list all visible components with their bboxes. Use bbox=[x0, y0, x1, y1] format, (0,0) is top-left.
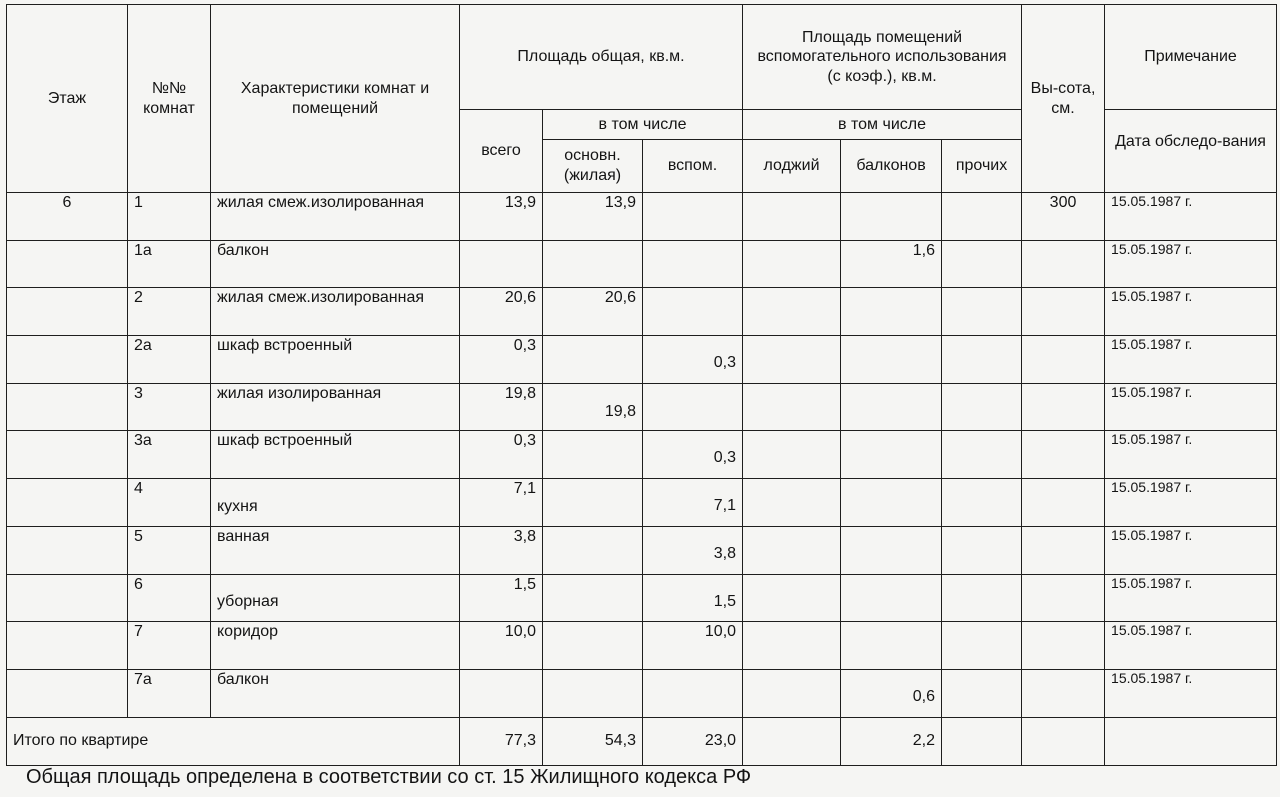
cell-total: 7,1 bbox=[460, 479, 543, 527]
cell-desc: балкон bbox=[211, 240, 460, 288]
cell-aux bbox=[643, 383, 743, 431]
cell-desc: коридор bbox=[211, 622, 460, 670]
header-including-1: в том числе bbox=[543, 110, 743, 140]
cell-total: 20,6 bbox=[460, 288, 543, 336]
table-row bbox=[7, 336, 1277, 384]
header-including-2: в том числе bbox=[743, 110, 1022, 140]
cell-aux bbox=[643, 288, 743, 336]
totals-balcony: 2,2 bbox=[841, 717, 942, 765]
cell-room: 2 bbox=[128, 288, 211, 336]
footnote-text: Общая площадь определена в соответствии со ст. 15 Жилищного кодекса РФ bbox=[26, 766, 752, 788]
table-row bbox=[7, 288, 1277, 336]
cell-aux: 0,3 bbox=[643, 336, 743, 384]
cell-height bbox=[1022, 669, 1105, 717]
cell-loggia bbox=[743, 288, 841, 336]
cell-floor bbox=[7, 574, 128, 622]
cell-loggia bbox=[743, 431, 841, 479]
cell-balcony bbox=[841, 193, 942, 241]
cell-loggia bbox=[743, 574, 841, 622]
cell-aux: 0,3 bbox=[643, 431, 743, 479]
cell-date: 15.05.1987 г. bbox=[1105, 431, 1277, 479]
cell-loggia bbox=[743, 383, 841, 431]
cell-balcony: 0,6 bbox=[841, 669, 942, 717]
cell-other bbox=[942, 431, 1022, 479]
cell-total: 19,8 bbox=[460, 383, 543, 431]
header-other: прочих bbox=[942, 140, 1022, 193]
table-row bbox=[7, 240, 1277, 288]
cell-balcony bbox=[841, 526, 942, 574]
cell-main bbox=[543, 622, 643, 670]
cell-desc: кухня bbox=[211, 479, 460, 527]
cell-other bbox=[942, 336, 1022, 384]
cell-aux: 10,0 bbox=[643, 622, 743, 670]
cell-aux bbox=[643, 240, 743, 288]
cell-date: 15.05.1987 г. bbox=[1105, 526, 1277, 574]
cell-main bbox=[543, 431, 643, 479]
cell-date: 15.05.1987 г. bbox=[1105, 383, 1277, 431]
cell-floor bbox=[7, 526, 128, 574]
cell-main bbox=[543, 336, 643, 384]
cell-total bbox=[460, 240, 543, 288]
cell-date: 15.05.1987 г. bbox=[1105, 669, 1277, 717]
cell-desc: ванная bbox=[211, 526, 460, 574]
header-room-no: №№ комнат bbox=[128, 5, 211, 193]
cell-room: 5 bbox=[128, 526, 211, 574]
cell-desc: уборная bbox=[211, 574, 460, 622]
cell-room: 1а bbox=[128, 240, 211, 288]
cell-desc: жилая смеж.изолированная bbox=[211, 288, 460, 336]
cell-desc: шкаф встроенный bbox=[211, 336, 460, 384]
cell-other bbox=[942, 479, 1022, 527]
header-loggia: лоджий bbox=[743, 140, 841, 193]
cell-room: 3а bbox=[128, 431, 211, 479]
cell-desc: жилая изолированная bbox=[211, 383, 460, 431]
totals-loggia bbox=[743, 717, 841, 765]
table-row bbox=[7, 479, 1277, 527]
cell-height bbox=[1022, 479, 1105, 527]
totals-label: Итого по квартире bbox=[7, 717, 460, 765]
cell-room: 3 bbox=[128, 383, 211, 431]
cell-total: 10,0 bbox=[460, 622, 543, 670]
header-aux: вспом. bbox=[643, 140, 743, 193]
header-floor: Этаж bbox=[7, 5, 128, 193]
cell-loggia bbox=[743, 240, 841, 288]
cell-loggia bbox=[743, 622, 841, 670]
table-row bbox=[7, 622, 1277, 670]
cell-balcony: 1,6 bbox=[841, 240, 942, 288]
cell-main: 20,6 bbox=[543, 288, 643, 336]
cell-floor bbox=[7, 622, 128, 670]
table-row bbox=[7, 383, 1277, 431]
header-main-area: основн. (жилая) bbox=[543, 140, 643, 193]
cell-room: 7 bbox=[128, 622, 211, 670]
cell-balcony bbox=[841, 288, 942, 336]
header-characteristics: Характеристики комнат и помещений bbox=[211, 5, 460, 193]
header-total-area: Площадь общая, кв.м. bbox=[460, 5, 743, 110]
cell-main bbox=[543, 240, 643, 288]
cell-date: 15.05.1987 г. bbox=[1105, 479, 1277, 527]
cell-main: 13,9 bbox=[543, 193, 643, 241]
cell-height bbox=[1022, 288, 1105, 336]
totals-note bbox=[1105, 717, 1277, 765]
cell-other bbox=[942, 193, 1022, 241]
cell-height bbox=[1022, 574, 1105, 622]
cell-room: 6 bbox=[128, 574, 211, 622]
cell-floor: 6 bbox=[7, 193, 128, 241]
cell-floor bbox=[7, 479, 128, 527]
cell-other bbox=[942, 240, 1022, 288]
header-survey-date: Дата обследо-вания bbox=[1105, 110, 1277, 193]
totals-other bbox=[942, 717, 1022, 765]
cell-other bbox=[942, 526, 1022, 574]
cell-balcony bbox=[841, 383, 942, 431]
cell-floor bbox=[7, 431, 128, 479]
cell-other bbox=[942, 669, 1022, 717]
cell-balcony bbox=[841, 622, 942, 670]
cell-room: 2а bbox=[128, 336, 211, 384]
cell-floor bbox=[7, 240, 128, 288]
table-row bbox=[7, 193, 1277, 241]
cell-main bbox=[543, 669, 643, 717]
table-row bbox=[7, 574, 1277, 622]
room-explication-table bbox=[6, 4, 1277, 766]
cell-height: 300 bbox=[1022, 193, 1105, 241]
cell-main: 19,8 bbox=[543, 383, 643, 431]
cell-other bbox=[942, 574, 1022, 622]
cell-loggia bbox=[743, 193, 841, 241]
totals-height bbox=[1022, 717, 1105, 765]
cell-floor bbox=[7, 669, 128, 717]
cell-room: 7а bbox=[128, 669, 211, 717]
cell-aux bbox=[643, 193, 743, 241]
cell-balcony bbox=[841, 431, 942, 479]
cell-aux: 3,8 bbox=[643, 526, 743, 574]
cell-other bbox=[942, 288, 1022, 336]
cell-floor bbox=[7, 383, 128, 431]
cell-aux: 7,1 bbox=[643, 479, 743, 527]
cell-desc: шкаф встроенный bbox=[211, 431, 460, 479]
table-row bbox=[7, 431, 1277, 479]
totals-row bbox=[7, 717, 1277, 765]
cell-height bbox=[1022, 526, 1105, 574]
header-aux-area: Площадь помещений вспомогательного использования (с коэф.), кв.м. bbox=[743, 5, 1022, 110]
cell-desc: балкон bbox=[211, 669, 460, 717]
cell-height bbox=[1022, 622, 1105, 670]
cell-date: 15.05.1987 г. bbox=[1105, 574, 1277, 622]
cell-height bbox=[1022, 431, 1105, 479]
cell-date: 15.05.1987 г. bbox=[1105, 288, 1277, 336]
cell-total bbox=[460, 669, 543, 717]
table-row bbox=[7, 669, 1277, 717]
cell-height bbox=[1022, 240, 1105, 288]
cell-date: 15.05.1987 г. bbox=[1105, 336, 1277, 384]
header-total-all: всего bbox=[460, 110, 543, 193]
cell-other bbox=[942, 622, 1022, 670]
header-height: Вы-сота, см. bbox=[1022, 5, 1105, 193]
cell-main bbox=[543, 479, 643, 527]
cell-loggia bbox=[743, 669, 841, 717]
cell-aux: 1,5 bbox=[643, 574, 743, 622]
cell-total: 3,8 bbox=[460, 526, 543, 574]
cell-desc: жилая смеж.изолированная bbox=[211, 193, 460, 241]
totals-total: 77,3 bbox=[460, 717, 543, 765]
cell-balcony bbox=[841, 574, 942, 622]
cell-loggia bbox=[743, 526, 841, 574]
cell-date: 15.05.1987 г. bbox=[1105, 622, 1277, 670]
cell-total: 0,3 bbox=[460, 431, 543, 479]
totals-main: 54,3 bbox=[543, 717, 643, 765]
cell-floor bbox=[7, 336, 128, 384]
cell-loggia bbox=[743, 479, 841, 527]
cell-height bbox=[1022, 336, 1105, 384]
cell-main bbox=[543, 574, 643, 622]
cell-room: 4 bbox=[128, 479, 211, 527]
cell-aux bbox=[643, 669, 743, 717]
cell-main bbox=[543, 526, 643, 574]
cell-floor bbox=[7, 288, 128, 336]
cell-balcony bbox=[841, 336, 942, 384]
cell-other bbox=[942, 383, 1022, 431]
cell-height bbox=[1022, 383, 1105, 431]
cell-date: 15.05.1987 г. bbox=[1105, 193, 1277, 241]
header-note: Примечание bbox=[1105, 5, 1277, 110]
cell-loggia bbox=[743, 336, 841, 384]
table-row bbox=[7, 526, 1277, 574]
cell-total: 1,5 bbox=[460, 574, 543, 622]
cell-room: 1 bbox=[128, 193, 211, 241]
cell-balcony bbox=[841, 479, 942, 527]
cell-total: 13,9 bbox=[460, 193, 543, 241]
totals-aux: 23,0 bbox=[643, 717, 743, 765]
cell-date: 15.05.1987 г. bbox=[1105, 240, 1277, 288]
cell-total: 0,3 bbox=[460, 336, 543, 384]
header-balcony: балконов bbox=[841, 140, 942, 193]
